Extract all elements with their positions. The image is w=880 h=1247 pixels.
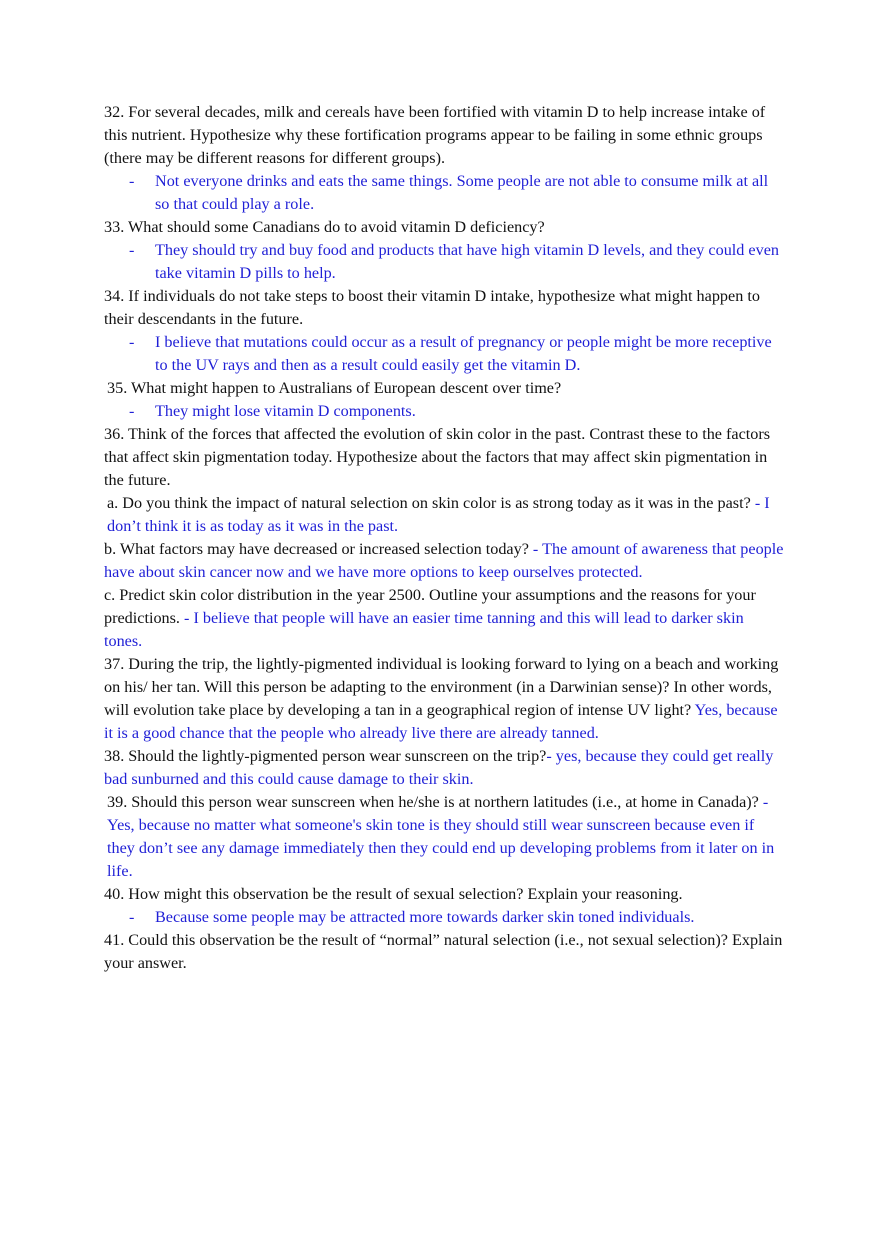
question-36c-text: c. Predict skin color distribution in the year 2500. Outline your assumptions and the reasons for your predictions.: [104, 586, 756, 627]
question-36a: [104, 492, 784, 538]
question-41: 41. Could this observation be the result of “normal” natural selection (i.e., not sexual selection)? Explain your answer.: [104, 931, 783, 972]
question-40: 40. How might this observation be the result of sexual selection? Explain your reasoning.: [104, 885, 683, 903]
question-36b-text: b. What factors may have decreased or increased selection today?: [104, 540, 529, 558]
bullet-dash: -: [129, 172, 135, 190]
answer-34-text: I believe that mutations could occur as a result of pregnancy or people might be more receptive to the UV rays and then as a result could easily get the vitamin D.: [155, 333, 772, 374]
bullet-dash: -: [129, 908, 135, 926]
answer-32: [104, 170, 784, 216]
bullet-dash: -: [129, 402, 135, 420]
worksheet-content: [104, 101, 784, 975]
answer-33-text: They should try and buy food and products that have high vitamin D levels, and they could even take vitamin D pills to help.: [155, 241, 779, 282]
bullet-dash: -: [129, 241, 135, 259]
answer-37: Yes, because it is a good chance that the people who already live there are already tanned.: [104, 701, 778, 742]
answer-36a: - I don’t think it is as today as it was in the past.: [107, 494, 770, 535]
question-39: [104, 791, 784, 883]
answer-39: - Yes, because no matter what someone's skin tone is they should still wear sunscreen because even if they don’t see any damage immediately then they could end up developing problems from it later on in life.: [107, 793, 775, 880]
answer-40-text: Because some people may be attracted more towards darker skin toned individuals.: [155, 908, 695, 926]
answer-32-text: Not everyone drinks and eats the same things. Some people are not able to consume milk at all so that could play a role.: [155, 172, 769, 213]
answer-35-text: They might lose vitamin D components.: [155, 402, 416, 420]
answer-36b: - The amount of awareness that people have about skin cancer now and we have more options to keep ourselves protected.: [104, 540, 784, 581]
answer-34: [104, 331, 784, 377]
question-36: 36. Think of the forces that affected the evolution of skin color in the past. Contrast these to the factors that affect skin pigmentation today. Hypothesize about the factors that may affect skin pigmentation in the future.: [104, 425, 771, 489]
question-38: [104, 745, 784, 791]
question-36b: [104, 538, 784, 584]
answer-33: [104, 239, 784, 285]
question-36c: [104, 584, 784, 653]
question-37: [104, 653, 784, 745]
question-37-text: 37. During the trip, the lightly-pigmented individual is looking forward to lying on a beach and working on his/ her tan. Will this person be adapting to the environment (in a Darwinian sense)? In other words, will evolution take place by developing a tan in a geographical region of intense UV light?: [104, 655, 779, 719]
question-39-text: 39. Should this person wear sunscreen when he/she is at northern latitudes (i.e., at home in Canada)?: [107, 793, 759, 811]
answer-35: [104, 400, 784, 423]
answer-38: - yes, because they could get really bad sunburned and this could cause damage to their skin.: [104, 747, 774, 788]
question-33: 33. What should some Canadians do to avoid vitamin D deficiency?: [104, 218, 545, 236]
answer-40: [104, 906, 784, 929]
question-32: 32. For several decades, milk and cereals have been fortified with vitamin D to help increase intake of this nutrient. Hypothesize why these fortification programs appear to be failing in some ethnic groups (there may be different reasons for different groups).: [104, 103, 766, 167]
question-35: 35. What might happen to Australians of European descent over time?: [107, 379, 562, 397]
question-34: 34. If individuals do not take steps to boost their vitamin D intake, hypothesize what might happen to their descendants in the future.: [104, 287, 760, 328]
answer-36c: - I believe that people will have an easier time tanning and this will lead to darker skin tones.: [104, 609, 744, 650]
question-36a-text: a. Do you think the impact of natural selection on skin color is as strong today as it was in the past?: [107, 494, 751, 512]
bullet-dash: -: [129, 333, 135, 351]
question-38-text: 38. Should the lightly-pigmented person wear sunscreen on the trip?: [104, 747, 547, 765]
